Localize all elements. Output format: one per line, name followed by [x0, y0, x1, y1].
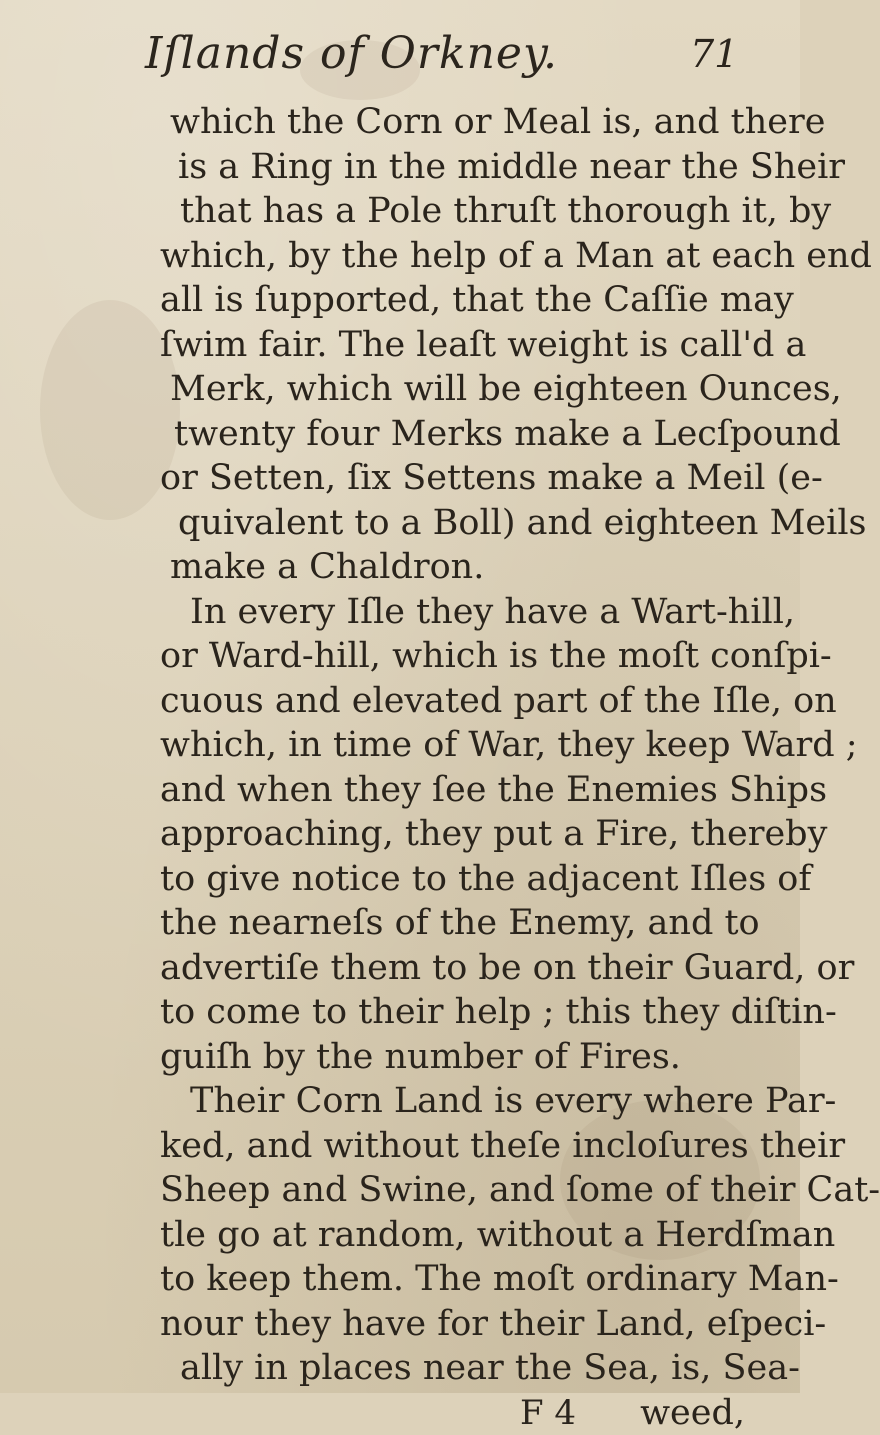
text-line: In every Iſle they have a Wart-hill,: [160, 590, 745, 635]
text-line: which, in time of War, they keep Ward ;: [160, 723, 745, 768]
text-line: advertiſe them to be on their Guard, or: [160, 946, 745, 991]
text-line: quivalent to a Boll) and eighteen Meils: [178, 501, 745, 546]
text-line: which, by the help of a Man at each end: [160, 234, 745, 279]
text-line: guiſh by the number of Fires.: [160, 1035, 745, 1080]
text-line: ked, and without theſe incloſures their: [160, 1124, 745, 1169]
text-line: is a Ring in the middle near the Sheir: [178, 145, 745, 190]
paper-stain: [40, 300, 180, 520]
running-title: Iſlands of Orkney.: [145, 28, 558, 79]
text-line: Their Corn Land is every where Par-: [160, 1079, 745, 1124]
text-line: to come to their help ; this they diſtin-: [160, 990, 745, 1035]
page-number: 71: [690, 32, 738, 76]
text-line: twenty four Merks make a Lecſpound: [174, 412, 745, 457]
text-line: nour they have for their Land, eſpeci-: [160, 1302, 745, 1347]
page-header: [0, 28, 800, 88]
text-line: to keep them. The moſt ordinary Man-: [160, 1257, 745, 1302]
text-line: cuous and elevated part of the Iſle, on: [160, 679, 745, 724]
text-line: ally in places near the Sea, is, Sea-: [180, 1346, 745, 1391]
body-text: [160, 100, 745, 1435]
text-line: which the Corn or Meal is, and there: [170, 100, 745, 145]
text-line: Sheep and Swine, and ſome of their Cat-: [160, 1168, 745, 1213]
text-line: or Ward-hill, which is the moſt conſpi-: [160, 634, 745, 679]
signature-line: [160, 1391, 745, 1435]
text-line: Merk, which will be eighteen Ounces,: [170, 367, 745, 412]
catchword: weed,: [640, 1391, 745, 1435]
text-line: tle go at random, without a Herdſman: [160, 1213, 745, 1258]
text-line: all is ſupported, that the Caſſie may: [160, 278, 745, 323]
text-line: to give notice to the adjacent Iſles of: [160, 857, 745, 902]
text-line: make a Chaldron.: [170, 545, 745, 590]
text-line: the nearneſs of the Enemy, and to: [160, 901, 745, 946]
signature-mark: F 4: [520, 1391, 576, 1435]
text-line: and when they ſee the Enemies Ships: [160, 768, 745, 813]
text-line: that has a Pole thruſt thorough it, by: [180, 189, 745, 234]
text-line: approaching, they put a Fire, thereby: [160, 812, 745, 857]
text-line: or Setten, ſix Settens make a Meil (e-: [160, 456, 745, 501]
text-line: ſwim fair. The leaſt weight is call'd a: [160, 323, 745, 368]
